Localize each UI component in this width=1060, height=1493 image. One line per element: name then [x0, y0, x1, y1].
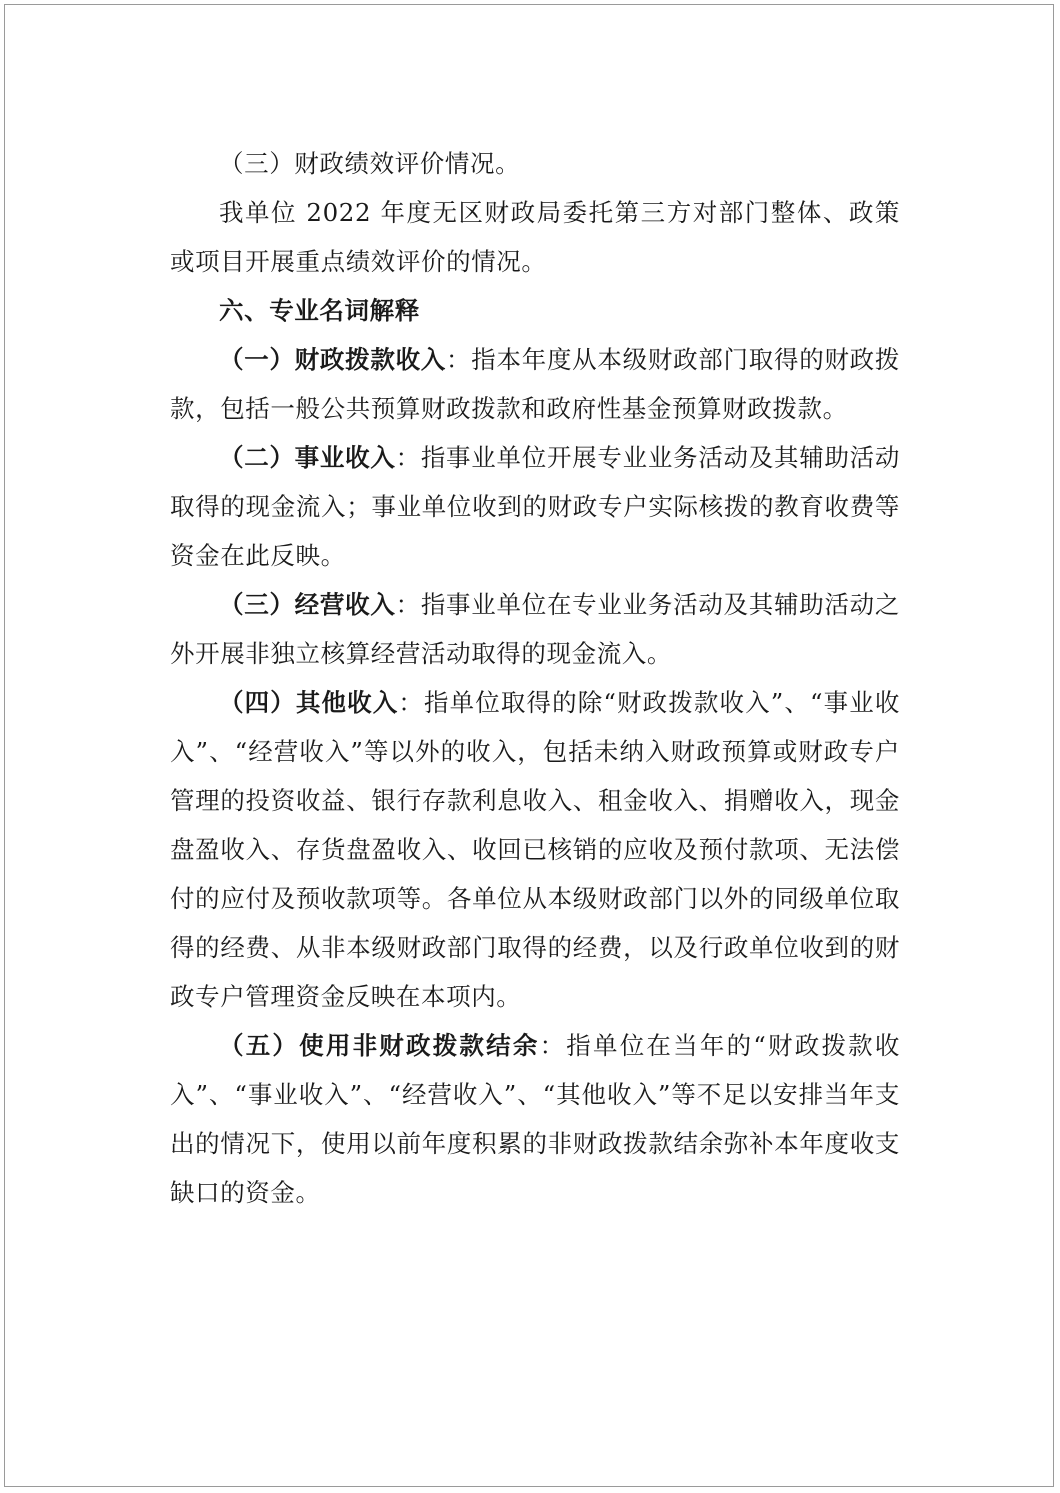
definition-text: ：指单位取得的除“财政拨款收入”、“事业收入”、“经营收入”等以外的收入，包括未纳入财政预算或财政专户管理的投资收益、银行存款利息收入、租金收入、捐赠收入，现金盘盈收入、存货盘盈收入、收回已核销的应收及预付款项、无法偿付的应付及预收款项等。各单位从本级财政部门以外的同级单位取得的经费、从非本级财政部门取得的经费，以及行政单位收到的财政专户管理资金反映在本项内。 [170, 688, 900, 1011]
definition-text: ：指事业单位在专业业务活动及其辅助活动之外开展非独立核算经营活动取得的现金流入。 [170, 590, 901, 668]
definition-paragraph [170, 433, 900, 580]
definition-term: （三）经营收入 [219, 590, 396, 619]
definition-term: （五）使用非财政拨款结余 [219, 1031, 540, 1060]
definition-term: （一）财政拨款收入 [219, 345, 447, 374]
section-six-heading: 六、专业名词解释 [219, 296, 420, 325]
definition-paragraph [170, 580, 900, 678]
definition-text: ：指本年度从本级财政部门取得的财政拨款，包括一般公共预算财政拨款和政府性基金预算财政拨款。 [170, 345, 900, 423]
definition-text: ：指单位在当年的“财政拨款收入”、“事业收入”、“经营收入”、“其他收入”等不足以安排当年支出的情况下，使用以前年度积累的非财政拨款结余弥补本年度收支缺口的资金。 [170, 1031, 900, 1207]
definition-paragraph [170, 1021, 900, 1217]
document-content [170, 139, 900, 1217]
definition-paragraph [170, 335, 900, 433]
definition-paragraph [170, 678, 900, 1021]
definition-term: （四）其他收入 [219, 688, 399, 717]
definition-text: ：指事业单位开展专业业务活动及其辅助活动取得的现金流入；事业单位收到的财政专户实际核拨的教育收费等资金在此反映。 [170, 443, 901, 570]
definition-term: （二）事业收入 [219, 443, 396, 472]
section-three-heading: （三）财政绩效评价情况。 [219, 149, 521, 178]
document-page [4, 4, 1054, 1487]
section-three-body: 我单位 2022 年度无区财政局委托第三方对部门整体、政策或项目开展重点绩效评价的情况。 [170, 198, 900, 276]
